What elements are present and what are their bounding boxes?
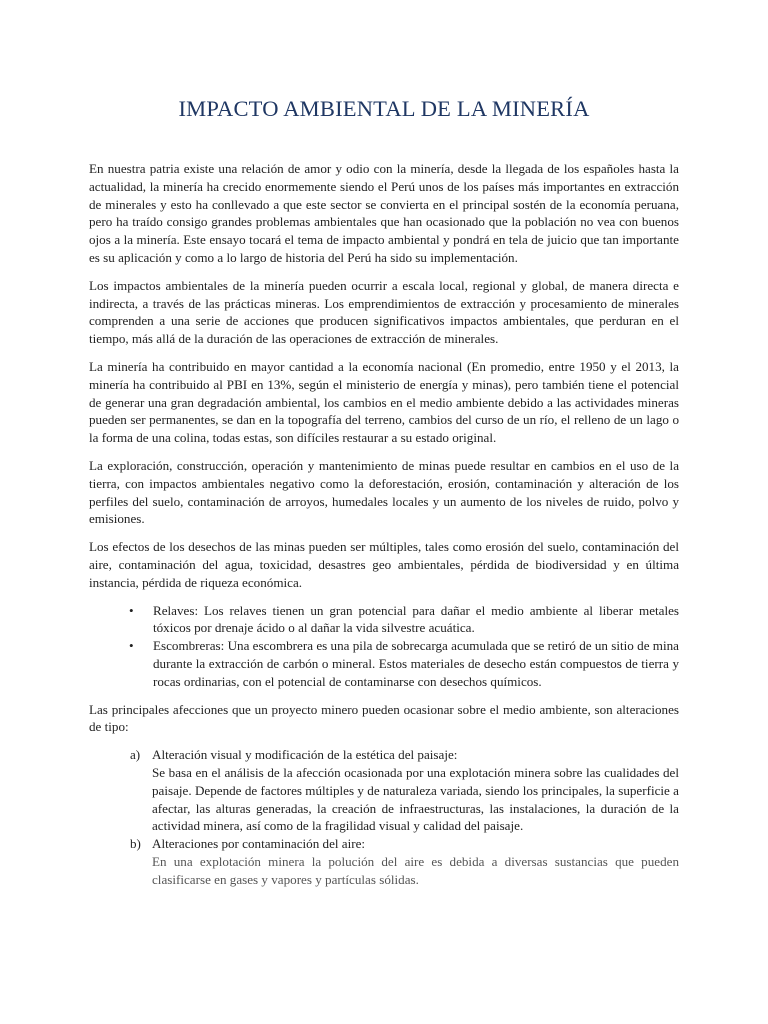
list-item-heading: Alteraciones por contaminación del aire: — [152, 836, 366, 852]
list-item-text: Escombreras: Una escombrera es una pila de sobrecarga acumulada que se retiró de un sitio de mina durante la extracción de carbón o mineral. Estos materiales de desecho están compuestos de tierra y rocas ordinarias, con el potencial de contaminarse con desechos químicos. — [153, 638, 679, 689]
list-item-escombreras — [89, 637, 679, 690]
list-marker: b) — [130, 836, 141, 852]
paragraph-economic-contribution: La minería ha contribuido en mayor cantidad a la economía nacional (En promedio, entre 1950 y el 2013, la minería ha contribuido al PBI en 13%, según el ministerio de energía y minas), pero también tiene el potencial de generar una gran degradación ambiental, los cambios en el medio ambiente debido a las actividades mineras pueden ser permanentes, se dan en la topografía del terreno, cambios del curso de un río, el relleno de un lago o la forma de una colina, todas estas, son difíciles restaurar a su estado original. — [89, 358, 679, 446]
paragraph-alterations-intro: Las principales afecciones que un proyecto minero pueden ocasionar sobre el medio ambiente, son alteraciones de tipo: — [89, 701, 679, 735]
paragraph-impacts-scale: Los impactos ambientales de la minería pueden ocurrir a escala local, regional y global, de manera directa e indirecta, a través de las prácticas mineras. Los emprendimientos de extracción y procesamiento de minerales comprenden a una serie de acciones que producen significativos impactos ambientales, que perduran en el tiempo, más allá de la duración de las operaciones de extracción de minerales. — [89, 277, 679, 347]
alterations-list — [89, 746, 679, 888]
list-item-air-contamination — [89, 835, 679, 888]
list-item-heading: Alteración visual y modificación de la estética del paisaje: — [152, 747, 458, 763]
list-item-body: En una explotación minera la polución del aire es debida a diversas sustancias que pueden clasificarse en gases y vapores y partículas sólidas. — [152, 853, 679, 887]
waste-bullet-list — [89, 602, 679, 691]
list-item-relaves — [89, 602, 679, 638]
paragraph-waste-effects: Los efectos de los desechos de las minas pueden ser múltiples, tales como erosión del suelo, contaminación del aire, contaminación del agua, toxicidad, desastres geo ambientales, pérdida de biodiversidad y en última instancia, pérdida de riqueza económica. — [89, 539, 679, 590]
bullet-marker: • — [129, 602, 134, 618]
list-marker: a) — [130, 747, 141, 763]
list-item-visual-alteration — [89, 746, 679, 835]
paragraph-land-use-changes: La exploración, construcción, operación y mantenimiento de minas puede resultar en cambios en el uso de la tierra, con impactos ambientales negativo como la deforestación, erosión, contaminación y alteración de los perfiles del suelo, contaminación de arroyos, humedales locales y un aumento de los niveles de ruido, polvo y emisiones. — [89, 457, 679, 527]
document-title: IMPACTO AMBIENTAL DE LA MINERÍA — [178, 96, 590, 121]
bullet-marker: • — [129, 638, 134, 654]
list-item-text: Relaves: Los relaves tienen un gran potencial para dañar el medio ambiente al liberar metales tóxicos por drenaje ácido o al dañar la vida silvestre acuática. — [153, 602, 679, 636]
list-item-body: Se basa en el análisis de la afección ocasionada por una explotación minera sobre las cualidades del paisaje. Depende de factores múltiples y de naturaleza variada, siendo los principales, la superficie a afectar, las alturas generadas, la creación de infraestructuras, las instalaciones, la duración de la actividad minera, así como de la fragilidad visual y calidad del paisaje. — [152, 764, 679, 834]
intro-paragraph: En nuestra patria existe una relación de amor y odio con la minería, desde la llegada de los españoles hasta la actualidad, la minería ha crecido enormemente siendo el Perú unos de los países más importantes en extracción de minerales y esto ha conllevado a que este sector se convierta en el principal sostén de la economía peruana, pero ha traído consigo grandes problemas ambientales que han ocasionado que la población no vea con buenos ojos a la minería. Este ensayo tocará el tema de impacto ambiental y pondrá en tela de juicio que tan importante es su aplicación y como a lo largo de historia del Perú ha sido su implementación. — [89, 161, 679, 265]
